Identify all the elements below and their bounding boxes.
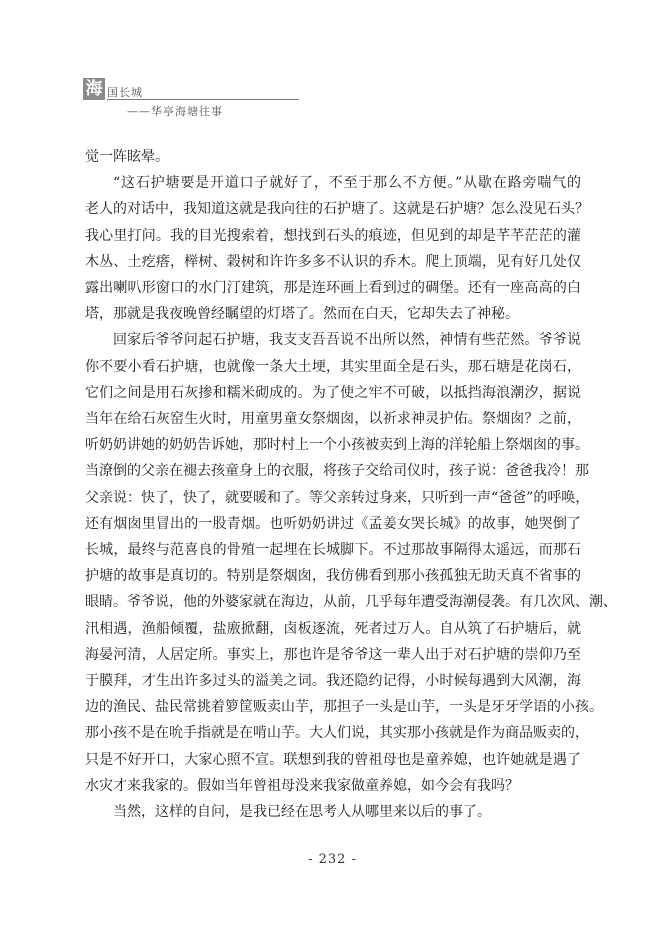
text-line: 只是不好开口，大家心照不宣。联想到我的曾祖母也是童养媳，也许她就是遇了 [85, 751, 581, 768]
text-line: 塔，那就是我夜晚曾经瞩望的灯塔了。然而在白天，它却失去了神秘。 [85, 306, 519, 323]
text-line: 还有烟囱里冒出的一股青烟。也听奶奶讲过《孟姜女哭长城》的故事，她哭倒了 [85, 515, 581, 532]
book-title: 国长城 [107, 86, 143, 99]
running-header [83, 78, 303, 120]
paragraph [85, 327, 617, 799]
text-line: 我心里打问。我的目光搜索着，想找到石头的痕迹，但见到的却是芊芊茫茫的灌 [85, 227, 581, 244]
paragraph [85, 170, 589, 327]
text-line: 觉一阵眩晕。 [85, 149, 169, 165]
paragraph [85, 799, 581, 825]
book-subtitle: ——华亭海塘往事 [127, 105, 223, 118]
text-line: 露出喇叭形窗口的水门汀建筑，那是连环画上看到过的碉堡。还有一座高高的白 [85, 280, 581, 297]
text-line: 当年在给石灰窑生火时，用童男童女祭烟囱，以祈求神灵护佑。祭烟囱？之前， [85, 411, 581, 428]
page-number: - 232 - [308, 852, 357, 867]
text-line: 于膜拜，才生出许多过头的溢美之词。我还隐约记得，小时候每遇到大风潮，海 [85, 673, 581, 690]
text-line: 水灾才来我家的。假如当年曾祖母没来我家做童养媳，如今会有我吗？ [85, 777, 519, 794]
text-line: 老人的对话中，我知道这就是我向往的石护塘了。这就是石护塘？怎么没见石头？ [85, 201, 589, 218]
header-rule [107, 99, 299, 100]
text-line: 当然，这样的自问，是我已经在思考人从哪里来以后的事了。 [113, 804, 491, 821]
text-line: 你不要小看石护塘，也就像一条大土埂，其实里面全是石头，那石塘是花岗石， [85, 358, 581, 375]
text-line: “这石护塘要是开道口子就好了，不至于那么不方便。”从歇在路旁喘气的 [113, 175, 581, 192]
text-line: 边的渔民、盐民常挑着箩筐贩卖山芋，那担子一头是山芋，一头是牙牙学语的小孩。 [85, 699, 603, 716]
text-line: 海晏河清，人居定所。事实上，那也许是爷爷这一辈人出于对石护塘的崇仰乃至 [85, 646, 581, 663]
book-logo: 海 [83, 78, 105, 100]
text-line: 汛相遇，渔船倾覆，盐廒掀翻，卤板逐流，死者过万人。自从筑了石护塘后，就 [85, 620, 581, 637]
text-line: 父亲说：快了，快了，就要暖和了。等父亲转过身来，只听到一声“爸爸”的呼唤， [85, 489, 590, 506]
text-line: 当潦倒的父亲在褪去孩童身上的衣服，将孩子交给司仪时，孩子说：爸爸我冷！那 [85, 463, 589, 480]
text-line: 护塘的故事是真切的。特别是祭烟囱，我仿佛看到那小孩孤独无助天真不省事的 [85, 568, 581, 585]
text-line: 木丛、土疙瘩，榉树、榖树和许许多多不认识的乔木。爬上顶端，见有好几处仅 [85, 253, 581, 270]
text-line: 听奶奶讲她的奶奶告诉她，那时村上一个小孩被卖到上海的洋轮船上祭烟囱的事。 [85, 437, 589, 454]
paragraph [85, 144, 581, 170]
body-text [85, 144, 617, 825]
text-line: 眼睛。爷爷说，他的外婆家就在海边，从前，几乎每年遭受海潮侵袭。有几次风、潮、 [85, 594, 617, 611]
text-line: 长城，最终与范喜良的骨殖一起埋在长城脚下。不过那故事隔得太遥远，而那石 [85, 542, 581, 559]
text-line: 它们之间是用石灰掺和糯米砌成的。为了使之牢不可破，以抵挡海浪潮汐，据说 [85, 384, 581, 401]
text-line: 回家后爷爷问起石护塘，我支支吾吾说不出所以然，神情有些茫然。爷爷说 [113, 332, 581, 349]
text-line: 那小孩不是在吮手指就是在啃山芋。大人们说，其实那小孩就是作为商品贩卖的， [85, 725, 589, 742]
